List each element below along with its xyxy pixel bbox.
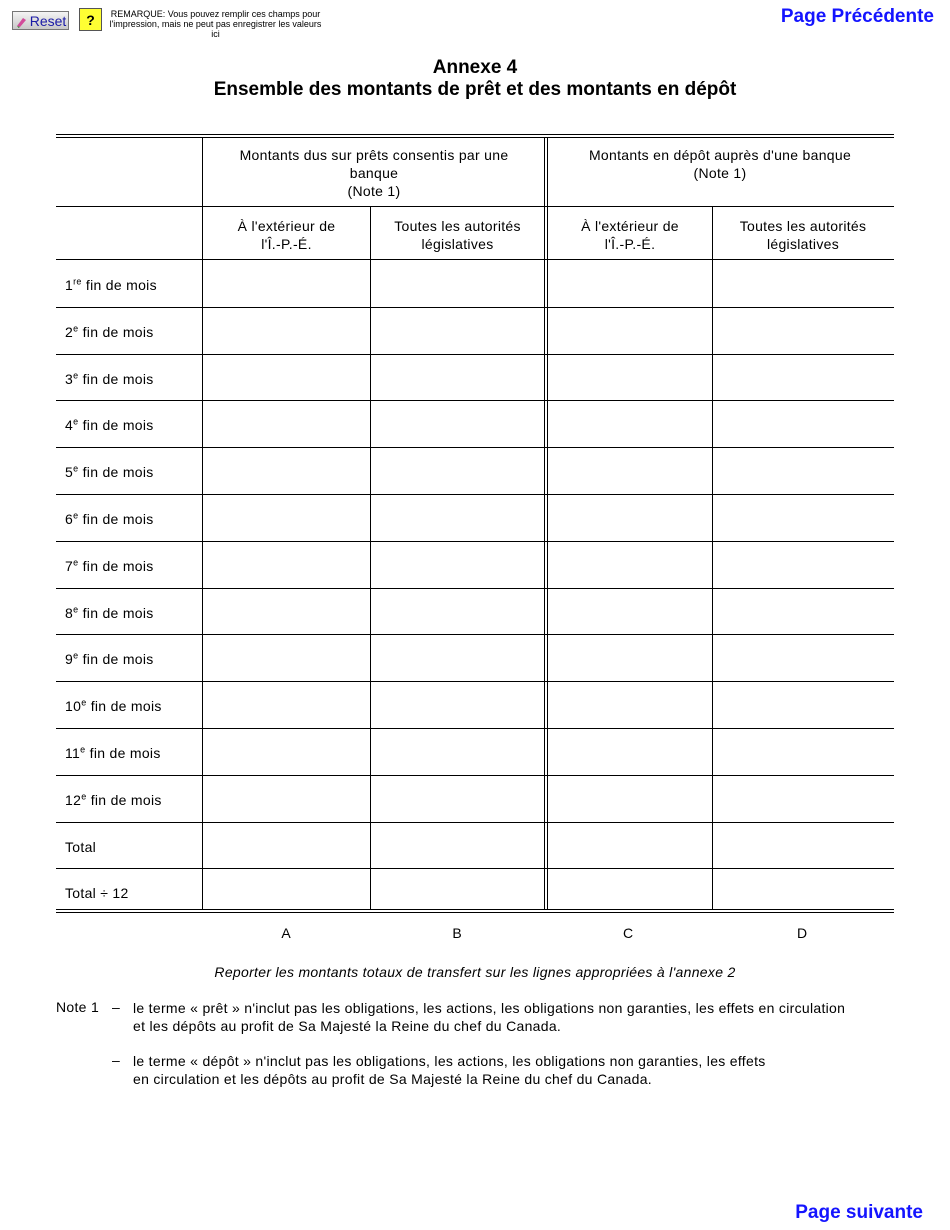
input-cell-a[interactable] — [204, 730, 370, 773]
col-divider-ab — [370, 207, 371, 910]
input-cell-c[interactable] — [549, 496, 712, 539]
input-cell-d[interactable] — [714, 496, 893, 539]
input-cell-a[interactable] — [204, 683, 370, 726]
row-divider — [56, 868, 894, 869]
row-label: 1re fin de mois — [65, 276, 157, 293]
row-label: 6e fin de mois — [65, 510, 154, 527]
instruction-text: Reporter les montants totaux de transfert sur les lignes appropriées à l'annexe 2 — [214, 964, 736, 980]
input-cell-b[interactable] — [372, 870, 544, 913]
eraser-icon — [15, 15, 27, 27]
row-divider — [56, 822, 894, 823]
input-cell-d[interactable] — [714, 777, 893, 820]
row-label: Total — [65, 839, 97, 855]
input-cell-c[interactable] — [549, 356, 712, 399]
input-cell-d[interactable] — [714, 356, 893, 399]
col-divider-group-left — [544, 137, 545, 910]
input-cell-c[interactable] — [549, 730, 712, 773]
input-cell-a[interactable] — [204, 870, 370, 913]
input-cell-b[interactable] — [372, 356, 544, 399]
column-letter-b: B — [452, 925, 462, 941]
input-cell-a[interactable] — [204, 496, 370, 539]
row-label: 11e fin de mois — [65, 744, 161, 761]
input-cell-c[interactable] — [549, 683, 712, 726]
input-cell-c[interactable] — [549, 543, 712, 586]
input-cell-a[interactable] — [204, 824, 370, 867]
subheader-d: Toutes les autorités législatives — [739, 218, 867, 252]
row-label: 2e fin de mois — [65, 323, 154, 340]
row-label: 5e fin de mois — [65, 463, 154, 480]
row-label: Total ÷ 12 — [65, 885, 129, 901]
col-divider-group-right — [547, 137, 548, 910]
column-letter-d: D — [796, 925, 808, 941]
input-cell-c[interactable] — [549, 824, 712, 867]
input-cell-a[interactable] — [204, 590, 370, 633]
row-divider — [56, 307, 894, 308]
row-label: 3e fin de mois — [65, 370, 154, 387]
input-cell-b[interactable] — [372, 636, 544, 679]
group-header-loans: Montants dus sur prêts consentis par une banque (Note 1) — [239, 147, 509, 199]
input-cell-c[interactable] — [549, 402, 712, 445]
input-cell-d[interactable] — [714, 590, 893, 633]
input-cell-c[interactable] — [549, 636, 712, 679]
page-subtitle: Ensemble des montants de prêt et des montants en dépôt — [213, 79, 737, 100]
row-divider — [56, 681, 894, 682]
input-cell-c[interactable] — [549, 870, 712, 913]
input-cell-d[interactable] — [714, 730, 893, 773]
input-cell-d[interactable] — [714, 870, 893, 913]
input-cell-b[interactable] — [372, 777, 544, 820]
row-divider — [56, 775, 894, 776]
row-divider — [56, 588, 894, 589]
note-dash: – — [112, 1052, 120, 1068]
input-cell-d[interactable] — [714, 402, 893, 445]
input-cell-c[interactable] — [549, 262, 712, 305]
input-cell-a[interactable] — [204, 356, 370, 399]
input-cell-c[interactable] — [549, 777, 712, 820]
input-cell-a[interactable] — [204, 402, 370, 445]
reset-label: Reset — [29, 12, 67, 29]
input-cell-a[interactable] — [204, 262, 370, 305]
subheader-c: À l'extérieur de l'Î.-P.-É. — [581, 218, 679, 252]
note-item: le terme « dépôt » n'inclut pas les obligations, les actions, les obligations non garanties, les effets en circulation et les dépôts au profit de Sa Majesté la Reine du chef du Canada. — [133, 1053, 766, 1087]
input-cell-d[interactable] — [714, 824, 893, 867]
remark-text: REMARQUE: Vous pouvez remplir ces champs pour l'impression, mais ne peut pas enregistrer les valeurs ici — [109, 9, 322, 39]
group-header-deposits: Montants en dépôt auprès d'une banque (Note 1) — [588, 147, 852, 181]
help-button[interactable]: ? — [79, 8, 102, 31]
row-divider — [56, 400, 894, 401]
input-cell-b[interactable] — [372, 683, 544, 726]
table-top-rule — [56, 134, 894, 138]
input-cell-a[interactable] — [204, 449, 370, 492]
row-divider — [56, 541, 894, 542]
row-label: 12e fin de mois — [65, 791, 162, 808]
row-label: 9e fin de mois — [65, 650, 154, 667]
next-page-link[interactable]: Page suivante — [795, 1202, 923, 1223]
subheader-b: Toutes les autorités législatives — [394, 218, 521, 252]
input-cell-c[interactable] — [549, 590, 712, 633]
row-divider — [56, 447, 894, 448]
input-cell-b[interactable] — [372, 543, 544, 586]
input-cell-b[interactable] — [372, 449, 544, 492]
col-divider-cd — [712, 207, 713, 910]
column-letter-a: A — [281, 925, 291, 941]
subheader-a: À l'extérieur de l'Î.-P.-É. — [237, 218, 336, 252]
input-cell-a[interactable] — [204, 309, 370, 352]
input-cell-b[interactable] — [372, 309, 544, 352]
input-cell-a[interactable] — [204, 777, 370, 820]
header-divider — [56, 206, 894, 207]
page-title: Annexe 4 — [432, 57, 518, 78]
note-item: le terme « prêt » n'inclut pas les obligations, les actions, les obligations non garanties, les effets en circulation et les dépôts au profit de Sa Majesté la Reine du chef du Canada. — [133, 1000, 846, 1034]
row-divider — [56, 494, 894, 495]
input-cell-d[interactable] — [714, 309, 893, 352]
input-cell-d[interactable] — [714, 636, 893, 679]
row-divider — [56, 354, 894, 355]
note-label: Note 1 — [56, 999, 100, 1015]
input-cell-c[interactable] — [549, 309, 712, 352]
input-cell-b[interactable] — [372, 824, 544, 867]
input-cell-b[interactable] — [372, 496, 544, 539]
input-cell-b[interactable] — [372, 402, 544, 445]
row-label: 10e fin de mois — [65, 697, 162, 714]
input-cell-b[interactable] — [372, 590, 544, 633]
input-cell-d[interactable] — [714, 683, 893, 726]
column-letter-c: C — [622, 925, 634, 941]
input-cell-a[interactable] — [204, 543, 370, 586]
col-divider-label — [202, 137, 203, 910]
input-cell-a[interactable] — [204, 636, 370, 679]
reset-button[interactable] — [12, 11, 69, 30]
header-bottom-line — [56, 259, 894, 260]
input-cell-d[interactable] — [714, 543, 893, 586]
row-divider — [56, 634, 894, 635]
row-divider — [56, 728, 894, 729]
row-label: 8e fin de mois — [65, 604, 154, 621]
input-cell-c[interactable] — [549, 449, 712, 492]
input-cell-b[interactable] — [372, 262, 544, 305]
input-cell-d[interactable] — [714, 262, 893, 305]
previous-page-link[interactable]: Page Précédente — [780, 6, 934, 27]
input-cell-b[interactable] — [372, 730, 544, 773]
row-label: 4e fin de mois — [65, 416, 154, 433]
input-cell-d[interactable] — [714, 449, 893, 492]
row-label: 7e fin de mois — [65, 557, 154, 574]
note-dash: – — [112, 999, 120, 1015]
